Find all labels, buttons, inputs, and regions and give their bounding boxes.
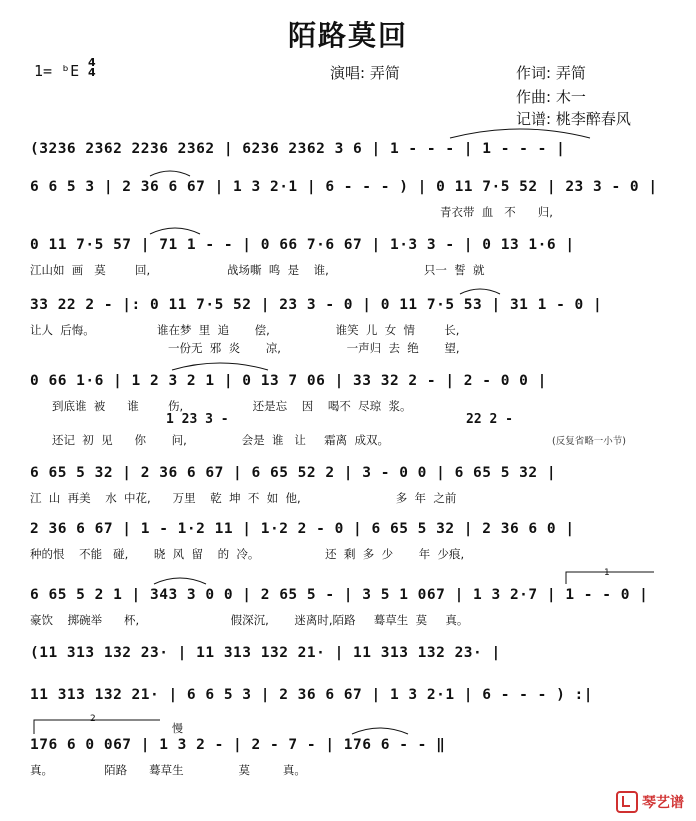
notation-row-4: 33 22 2 - |: 0 11 7·5 52 | 23 3 - 0 | 0 11 7·5 53 | 31 1 - 0 | (30, 297, 603, 313)
lyric-row-8: 真。 陌路 蓦草生 莫 真。 (30, 763, 306, 777)
volta-bracket-2 (34, 720, 160, 734)
slur-row5 (172, 363, 268, 370)
singer-credit: 演唱: 弄简 (330, 64, 400, 82)
notation-row-3: 0 11 7·5 57 | 71 1 - - | 0 66 7·6 67 | 1·3 3 - | 0 13 1·6 | (30, 237, 575, 253)
time-signature-bottom: 4 (88, 66, 96, 79)
composer-credit: 作曲: 木一 (516, 88, 586, 106)
time-signature (88, 58, 96, 78)
alt-melody-2: 22 2 - (466, 412, 513, 427)
time-signature-top: 4 (88, 56, 96, 69)
notation-row-2: 6 6 5 3 | 2 36 6 67 | 1 3 2·1 | 6 - - - ) | 0 11 7·5 52 | 23 3 - 0 | (30, 179, 658, 195)
lyric-row-5: 江 山 再美 水 中花, 万里 乾 坤 不 如 他, 多 年 之前 (30, 491, 457, 505)
alt-melody: 1 23 3 - (166, 412, 229, 427)
transcriber-credit: 记谱: 桃李醉春风 (516, 110, 631, 128)
lyric-row-3b: 一份无 邪 炎 凉, 一声归 去 绝 望, (168, 341, 460, 355)
lyric-row-4b: 还记 初 见 你 问, 会是 谁 让 霜离 成双。 (52, 433, 389, 447)
watermark (616, 791, 684, 813)
lyric-row-1: 青衣带 血 不 归, (440, 205, 553, 219)
lyric-row-4: 到底谁 被 谁 伤, 还是忘 因 喝不 尽琼 浆。 (52, 399, 412, 413)
notation-row-1: (3236 2362 2236 2362 | 6236 2362 3 6 | 1 - - - | 1 - - - | (30, 141, 566, 157)
lyric-row-3: 让人 后悔。 谁在梦 里 追 偿, 谁笑 儿 女 情 长, (30, 323, 460, 337)
tempo-mark: 慢 (172, 722, 183, 735)
notation-row-9: (11 313 132 23· | 11 313 132 21· | 11 313 132 23· | (30, 645, 501, 661)
notation-row-8: 6 65 5 2 1 | 343 3 0 0 | 2 65 5 - | 3 5 1 067 | 1 3 2·7 | 1 - - 0 | (30, 587, 649, 603)
volta-bracket-1 (566, 572, 654, 584)
watermark-logo-icon (616, 791, 638, 813)
song-title: 陌路莫回 (287, 19, 408, 52)
slur-intro (450, 129, 590, 138)
notation-row-7: 2 36 6 67 | 1 - 1·2 11 | 1·2 2 - 0 | 6 65 5 32 | 2 36 6 0 | (30, 521, 575, 537)
notation-row-5: 0 66 1·6 | 1 2 3 2 1 | 0 13 7 06 | 33 32 2 - | 2 - 0 0 | (30, 373, 547, 389)
notation-row-6: 6 65 5 32 | 2 36 6 67 | 6 65 52 2 | 3 - 0 0 | 6 65 5 32 | (30, 465, 557, 481)
notation-row-11: 176 6 0 067 | 1 3 2 - | 2 - 7 - | 176 6 - - ‖ (30, 737, 446, 753)
lyric-row-6: 种的恨 不能 碰, 晓 风 留 的 冷。 还 剩 多 少 年 少痕, (30, 547, 465, 561)
ending-1-label: 1 (604, 568, 610, 578)
key-signature: 1= ᵇE (34, 62, 80, 80)
repeat-note: (反复省略一小节) (552, 436, 626, 447)
watermark-text: 琴艺谱 (642, 795, 684, 811)
ending-2-label: 2 (90, 714, 96, 724)
lyric-row-2: 江山如 画 莫 回, 战场嘶 鸣 是 谁, 只一 誓 就 (30, 263, 485, 277)
lyricist-credit: 作词: 弄简 (516, 64, 586, 82)
notation-row-10: 11 313 132 21· | 6 6 5 3 | 2 36 6 67 | 1 3 2·1 | 6 - - - ) :| (30, 687, 594, 703)
lyric-row-7: 豪饮 掷碗举 杯, 假深沉, 迷离时,陌路 蓦草生 莫 真。 (30, 613, 469, 627)
